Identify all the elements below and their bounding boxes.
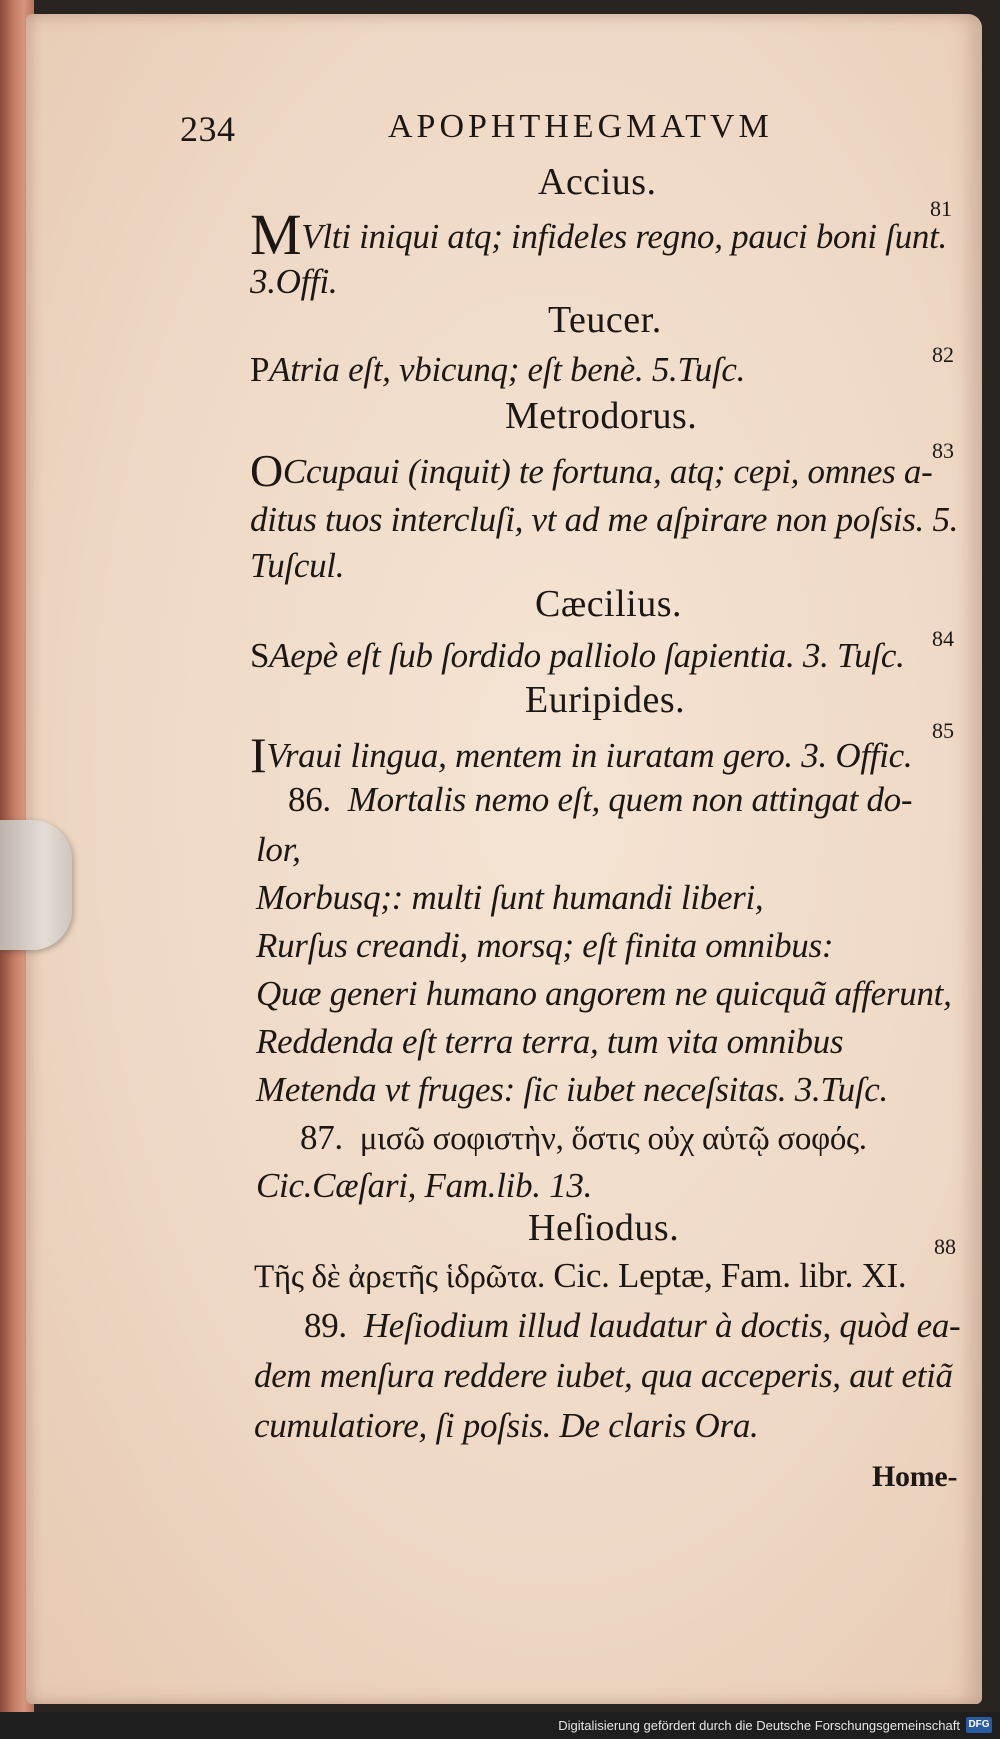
greek-quotation: Τῆς δὲ ἀρετῆς ἱδρῶτα. <box>254 1259 545 1295</box>
hesiodus-88: Τῆς δὲ ἀρετῆς ἱδρῶτα. Cic. Leptæ, Fam. libr. XI. <box>254 1256 907 1295</box>
metrodorus-line-1: OCcupaui (inquit) te fortuna, atq; cepi, omnes a- <box>250 445 933 496</box>
euripides-87: 87. μισῶ σοφιστὴν, ὅστις οὐχ αὑτῷ σοφός. <box>300 1118 867 1157</box>
heading-euripides: Euripides. <box>525 679 686 721</box>
catchword: Home- <box>872 1460 958 1493</box>
heading-metrodorus: Metrodorus. <box>505 395 698 437</box>
euripides-87-ref: Cic.Cæſari, Fam.lib. 13. <box>256 1166 593 1205</box>
accius-line-1: MVlti iniqui atq; infideles regno, pauci boni ſunt. <box>250 202 948 267</box>
margin-number-83: 83 <box>932 438 954 463</box>
digitization-footer <box>0 1712 1000 1739</box>
funding-credit: Digitalisierung gefördert durch die Deutsche Forschungsgemeinschaft <box>558 1718 960 1733</box>
drop-initial: S <box>250 636 270 675</box>
euripides-verse-5: Metenda vt fruges: ſic iubet neceſsitas. 3.Tuſc. <box>256 1070 888 1109</box>
drop-initial: I <box>250 727 267 783</box>
margin-number-81: 81 <box>930 196 952 221</box>
dfg-logo-icon: DFG <box>966 1717 992 1733</box>
euripides-verse-1: Morbusq;: multi ſunt humandi liberi, <box>256 878 764 917</box>
hesiodus-89-line-3: cumulatiore, ſi poſsis. De claris Ora. <box>254 1406 759 1445</box>
heading-accius: Accius. <box>538 161 657 203</box>
page-number: 234 <box>180 109 236 149</box>
metrodorus-line-2: ditus tuos intercluſi, vt ad me aſpirare non poſsis. 5. <box>250 500 959 539</box>
accius-line-2: 3.Offi. <box>250 262 338 301</box>
greek-quotation: μισῶ σοφιστὴν, ὅστις οὐχ αὑτῷ σοφός. <box>359 1121 867 1157</box>
heading-hesiodus: Heſiodus. <box>528 1207 680 1249</box>
euripides-verse-4: Reddenda eſt terra terra, tum vita omnibus <box>256 1022 844 1061</box>
hesiodus-89-line-2: dem menſura reddere iubet, qua acceperis, aut etiã <box>254 1356 953 1395</box>
heading-teucer: Teucer. <box>548 299 662 341</box>
heading-caecilius: Cæcilius. <box>535 583 683 625</box>
margin-number-85: 85 <box>932 718 954 743</box>
margin-number-84: 84 <box>932 626 954 651</box>
metrodorus-line-3: Tuſcul. <box>250 546 345 585</box>
drop-initial: P <box>250 350 270 389</box>
hesiodus-89: 89. Heſiodium illud laudatur à doctis, quòd ea- <box>304 1306 961 1345</box>
euripides-verse-2: Rurſus creandi, morsq; eſt finita omnibus: <box>256 926 834 965</box>
margin-number-88: 88 <box>934 1234 956 1259</box>
running-title: APOPHTHEGMATVM <box>388 108 773 145</box>
drop-initial: M <box>250 202 302 267</box>
drop-initial: O <box>250 445 283 496</box>
teucer-line-1: PAtria eſt, vbicunq; eſt benè. 5.Tuſc. <box>250 350 746 389</box>
euripides-86: 86. Mortalis nemo eſt, quem non attingat do- <box>288 780 913 819</box>
caecilius-line-1: SAepè eſt ſub ſordido palliolo ſapientia. 3. Tuſc. <box>250 636 905 675</box>
margin-number-82: 82 <box>932 342 954 367</box>
euripides-verse-3: Quæ generi humano angorem ne quicquã afferunt, <box>256 974 952 1013</box>
euripides-line-1: IVraui lingua, mentem in iuratam gero. 3. Offic. <box>250 727 913 783</box>
euripides-86-cont: lor, <box>256 830 301 869</box>
